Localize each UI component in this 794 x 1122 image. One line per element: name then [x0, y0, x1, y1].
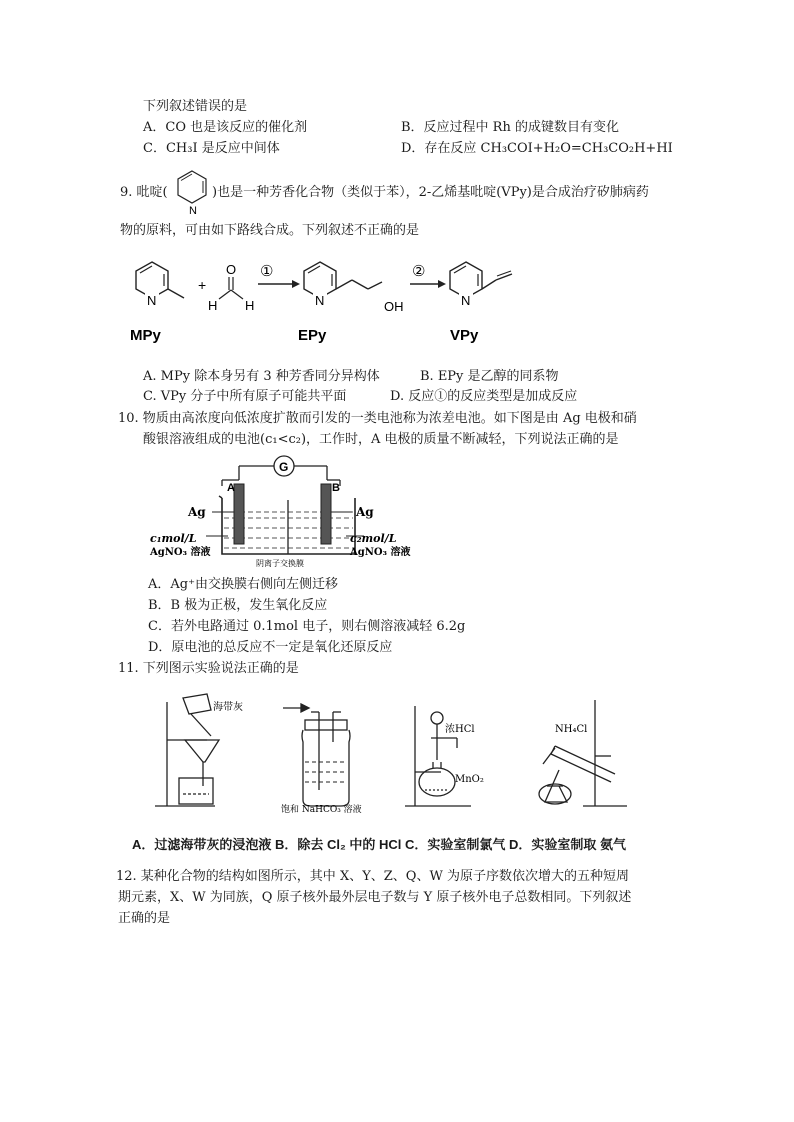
- mpy-structure: [136, 262, 184, 308]
- step1-label: ①: [260, 262, 274, 280]
- q12-line1: 12. 某种化合物的结构如图所示，其中 X、Y、Z、Q、W 为原子序数依次增大的五种短周: [116, 869, 629, 884]
- svg-text:N: N: [147, 293, 157, 308]
- svg-text:A: A: [227, 482, 235, 494]
- gas-washing-bottle: [283, 704, 350, 806]
- svg-text:B: B: [332, 482, 340, 494]
- svg-text:阴离子交换膜: 阴离子交换膜: [256, 559, 304, 568]
- q8-option-c: C．CH₃I 是反应中间体: [143, 141, 280, 156]
- svg-text:Ag: Ag: [356, 505, 374, 519]
- concentration-cell-figure: [150, 454, 420, 576]
- q11-apparatus-figures: [115, 690, 695, 815]
- pyridine-n-label: N: [189, 205, 197, 217]
- electrode-b: [321, 484, 331, 544]
- vpy-name: VPy: [450, 327, 479, 344]
- q8-option-a: A．CO 也是该反应的催化剂: [143, 120, 308, 135]
- q9-line1-post: )也是一种芳香化合物（类似于苯），2-乙烯基吡啶(VPy)是合成治疗矽肺病药: [212, 185, 649, 200]
- q10-option-c: C．若外电路通过 0.1mol 电子，则右侧溶液减轻 6.2g: [148, 619, 466, 634]
- epy-name: EPy: [298, 327, 327, 344]
- q9-option-c: C. VPy 分子中所有原子可能共平面: [143, 389, 347, 404]
- svg-text:c₁mol/L: c₁mol/L: [150, 532, 197, 545]
- q10-line2: 酸银溶液组成的电池(c₁<c₂)，工作时，A 电极的质量不断减轻，下列说法正确的是: [143, 432, 619, 447]
- q10-option-d: D．原电池的总反应不一定是氧化还原反应: [148, 640, 393, 655]
- svg-text:H: H: [208, 298, 218, 313]
- svg-text:c₂mol/L: c₂mol/L: [350, 532, 397, 545]
- svg-text:H: H: [245, 298, 255, 313]
- formaldehyde-structure: [208, 262, 254, 313]
- svg-text:O: O: [226, 262, 237, 277]
- ash-label: 海带灰: [213, 702, 243, 713]
- q8-option-d: D．存在反应 CH₃COI+H₂O=CH₃CO₂H+HI: [401, 141, 673, 156]
- q11-stem: 11. 下列图示实验说法正确的是: [118, 661, 299, 676]
- q10-option-a: A．Ag⁺由交换膜右侧向左侧迁移: [148, 577, 338, 592]
- q12-line2: 期元素，X、W 为同族，Q 原子核外最外层电子数与 Y 原子核外电子总数相同。下列叙述: [118, 890, 632, 905]
- q9-option-a: A. MPy 除本身另有 3 种芳香同分异构体: [143, 369, 380, 384]
- mno2-label: MnO₂: [455, 774, 484, 785]
- svg-text:N: N: [461, 293, 471, 308]
- q9-line2: 物的原料，可由如下路线合成。下列叙述不正确的是: [120, 223, 420, 238]
- epy-structure: [304, 262, 404, 314]
- nh4cl-label: NH₄Cl: [555, 724, 588, 735]
- electrode-a: [234, 484, 244, 544]
- svg-text:Ag: Ag: [188, 505, 206, 519]
- scheme-plus: +: [198, 277, 207, 293]
- q9-line1-pre: 9. 吡啶(: [120, 185, 168, 200]
- q9-option-b: B. EPy 是乙醇的同系物: [420, 369, 559, 384]
- q11-captions: A．过滤海带灰的浸泡液 B．除去 Cl₂ 中的 HCl C．实验室制氯气 D．实验室制取 氨气: [132, 837, 627, 852]
- q9-reaction-scheme: [120, 254, 560, 349]
- vpy-structure: [450, 262, 512, 308]
- step2-label: ②: [412, 262, 426, 280]
- q10-option-b: B．B 极为正极，发生氧化反应: [148, 598, 328, 613]
- nahco3-label: 饱和 NaHCO₃ 溶液: [281, 805, 362, 815]
- hcl-label: 浓HCl: [445, 724, 475, 735]
- svg-text:N: N: [315, 293, 325, 308]
- q12-line3: 正确的是: [118, 911, 171, 926]
- mpy-name: MPy: [130, 327, 161, 344]
- svg-text:AgNO₃ 溶液: AgNO₃ 溶液: [350, 547, 411, 558]
- ammonia-apparatus: [539, 700, 627, 806]
- q9-option-d: D. 反应①的反应类型是加成反应: [390, 389, 578, 404]
- q8-stem-tail: 下列叙述错误的是: [143, 99, 248, 114]
- filtration-apparatus: [155, 694, 219, 806]
- q10-line1: 10. 物质由高浓度向低浓度扩散而引发的一类电池称为浓差电池。如下图是由 Ag 电极和硝: [118, 411, 637, 426]
- svg-text:AgNO₃ 溶液: AgNO₃ 溶液: [150, 547, 211, 558]
- chlorine-generator: [405, 706, 471, 806]
- pyridine-inline-figure: [172, 164, 212, 218]
- svg-text:G: G: [279, 460, 289, 474]
- q8-option-b: B．反应过程中 Rh 的成键数目有变化: [401, 120, 619, 135]
- svg-text:OH: OH: [384, 299, 404, 314]
